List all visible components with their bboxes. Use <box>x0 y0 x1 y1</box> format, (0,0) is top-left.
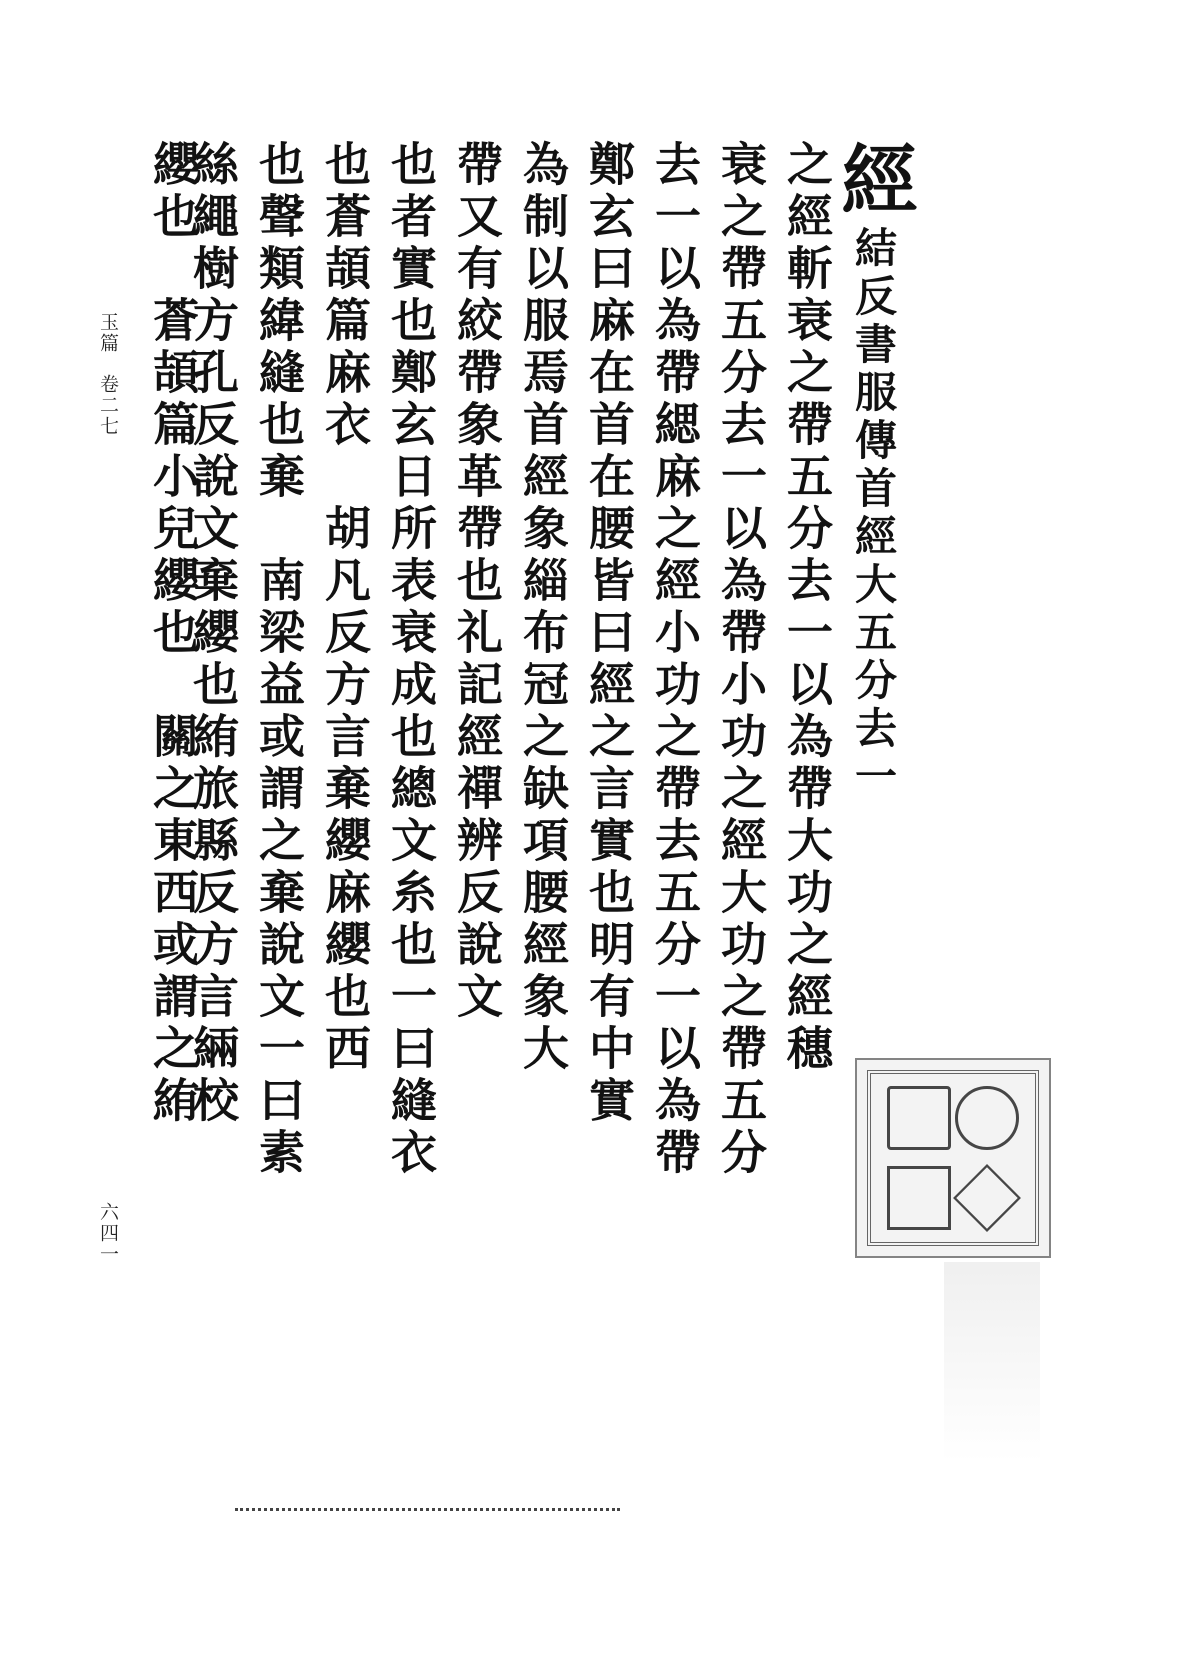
column-text: 絲繩樹方孔反說文棄纓也絠旅縣反方言緉校 <box>186 140 240 1128</box>
column-text: 也聲類緯縫也棄 南梁益或謂之棄說文一曰素 <box>252 140 306 1180</box>
page-number: 六四一 <box>97 1202 119 1265</box>
column-text: 去一以為帶緦麻之經小功之帶去五分一以為帶 <box>648 140 702 1180</box>
book-title: 玉篇 <box>97 312 119 354</box>
column-text: 衰之帶五分去一以為帶小功之經大功之帶五分 <box>714 140 768 1180</box>
text-column-3 <box>706 140 776 1500</box>
text-column-6 <box>508 140 578 1500</box>
text-column-12 <box>138 140 208 1500</box>
column-text: 鄭玄曰麻在首在腰皆曰經之言實也明有中實 <box>582 140 636 1128</box>
seal-glyph <box>887 1166 951 1230</box>
text-column-5 <box>574 140 644 1500</box>
column-text: 纓也 蒼頡篇小兒纓也 關之東西或謂之絠 <box>146 140 200 1128</box>
scan-artifact-line <box>235 1508 620 1516</box>
text-column-1 <box>829 140 918 1500</box>
column-text: 為制以服焉首經象緇布冠之缺項腰經象大 <box>516 140 570 1076</box>
headword: 經 <box>829 140 918 226</box>
volume-label: 卷二七 <box>97 374 119 437</box>
seal-glyph <box>887 1086 951 1150</box>
text-column-4 <box>640 140 710 1500</box>
text-column-10 <box>244 140 314 1500</box>
column-text: 之經斬衰之帶五分去一以為帶大功之經穗 <box>780 140 834 1076</box>
column-text: 也蒼頡篇麻衣 胡凡反方言棄纓麻纓也西 <box>318 140 372 1076</box>
text-column-9 <box>310 140 380 1500</box>
seal-glyph <box>955 1086 1019 1150</box>
text-column-7 <box>442 140 512 1500</box>
text-column-8 <box>376 140 446 1500</box>
column-text: 結反書服傳首經大五分去一 <box>849 226 898 802</box>
column-text: 也者實也鄭玄日所表衰成也總文糸也一曰縫衣 <box>384 140 438 1180</box>
running-head <box>96 312 122 437</box>
library-seal-stamp <box>855 1058 1051 1258</box>
seal-shadow <box>944 1262 1040 1462</box>
text-column-2 <box>772 140 842 1500</box>
column-text: 帶又有絞帶象革帶也礼記經禪辨反說文 <box>450 140 504 1024</box>
